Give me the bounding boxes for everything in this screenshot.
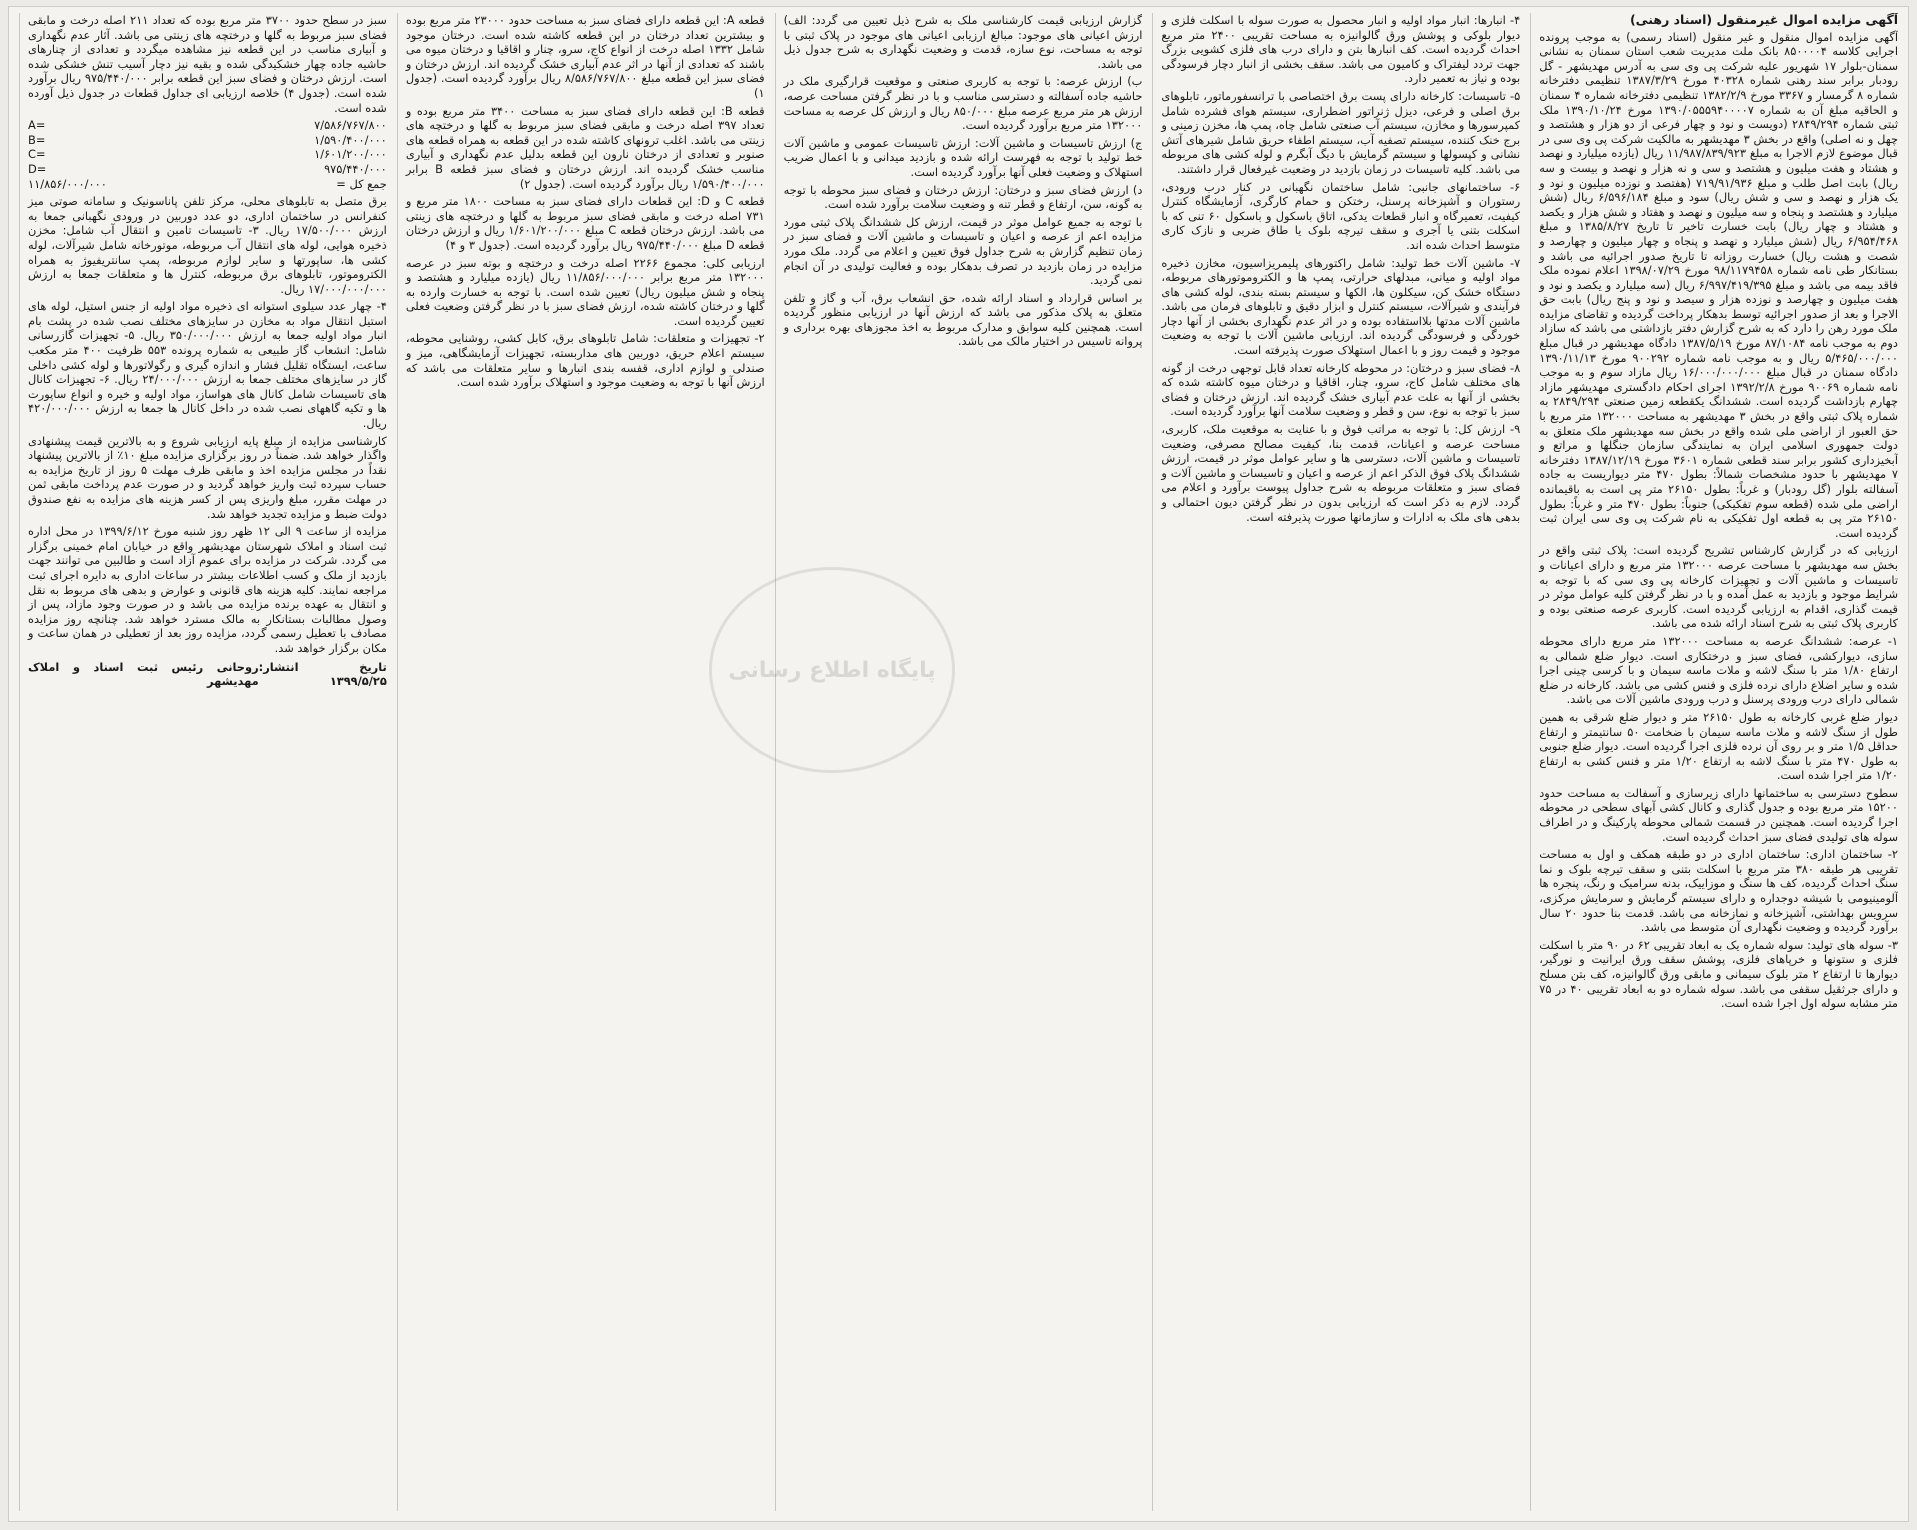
- paragraph: ۵- تاسیسات: کارخانه دارای پست برق اختصاصی با ترانسفورماتور، تابلوهای برق اصلی و فرعی، دیزل ژنراتور اضطراری، سیستم هوای فشرده شامل کمپرسورها و مخازن، سیستم آب صنعتی شامل چاه، پمپ ها، مخزن زمینی و برج خنک کننده، سیستم تصفیه آب، سیستم اطفاء حریق شامل شیرهای آتش نشانی و کپسولها و سیستم گرمایش با دیگ آبگرم و لوله کشی های مربوطه می باشد. کلیه تاسیسات در زمان بازدید در وضعیت غیرفعال قرار داشتند.: [1161, 88, 1521, 176]
- summary-total-label: جمع کل =: [336, 176, 387, 191]
- summary-total-value: ۱۱/۸۵۶/۰۰۰/۰۰۰: [28, 176, 107, 191]
- paragraph: سبز در سطح حدود ۳۷۰۰ متر مربع بوده که تعداد ۲۱۱ اصله درخت و مابقی فضای سبز مربوط به گلها و درختچه های زینتی می باشد. آثار عدم نگهداری و آبیاری مناسب در این قطعه نیز مشاهده میگردد و تعدادی از چنارهای حاشیه جاده چهار خشکیدگی شده و بقیه نیز دچار آسیب تنش خشکی شده است. ارزش درختان و فضای سبز این قطعه برابر ۹۷۵/۴۴۰/۰۰۰ ریال برآورد شده است. (جدول ۴) خلاصه ارزیابی ای جداول قطعات در جدول ذیل آورده شده است.: [28, 13, 387, 115]
- ad-heading: آگهی مزایده اموال غیرمنقول (اسناد رهنی): [1629, 13, 1898, 27]
- paragraph: بر اساس قرارداد و اسناد ارائه شده، حق انشعاب برق، آب و گاز و تلفن متعلق به پلاک مذکور می باشد که ارزش آنها در ارزیابی منظور گردیده است. همچنین کلیه سوابق و مدارک مربوط به اخذ مجوزهای بهره برداری و پروانه تاسیس در اختیار مالک می باشد.: [783, 290, 1143, 349]
- summary-label: =B: [28, 132, 46, 147]
- paragraph: ۲- ساختمان اداری: ساختمان اداری در دو طبقه همکف و اول به مساحت تقریبی هر طبقه ۳۸۰ متر مربع با اسکلت بتنی و سقف تیرچه بلوک و نما سنگ احداث گردیده، کف ها سنگ و موزاییک، بدنه سرامیک و رنگ، پنجره ها آلومینیومی با شیشه دوجداره و دارای سیستم گرمایش و سرمایش مرکزی، سرویس بهداشتی، آشپزخانه و نمازخانه می باشد. قدمت بنا حدود ۲۰ سال برآورد گردیده و وضعیت نگهداری آن متوسط می باشد.: [1539, 847, 1898, 935]
- summary-value: ۱/۵۹۰/۴۰۰/۰۰۰: [314, 132, 387, 147]
- paragraph: ۶- ساختمانهای جانبی: شامل ساختمان نگهبانی در کنار درب ورودی، رستوران و آشپزخانه پرسنل، رختکن و حمام کارگری، آزمایشگاه کنترل کیفیت، تعمیرگاه و انبار قطعات یدکی، اتاق باسکول و باسکول ۶۰ تنی که با اسکلت بتنی یا آجری و سقف تیرچه بلوک یا طاق ضربی و نازک کاری متوسط احداث شده اند.: [1161, 179, 1521, 252]
- paragraph: ۹- ارزش کل: با توجه به مراتب فوق و با عنایت به موقعیت ملک، کاربری، مساحت عرصه و اعیانات، قدمت بنا، کیفیت مصالح مصرفی، وضعیت تاسیسات و ماشین آلات، دسترسی ها و سایر عوامل موثر در قیمت، ارزش ششدانگ پلاک فوق الذکر اعم از عرصه و اعیان و تاسیسات و ماشین آلات و فضای سبز و متعلقات مربوطه به شرح جداول پیوست برآورد و اعلام می گردد. لازم به ذکر است که ارزیابی بدون در نظر گرفتن دیون احتمالی و بدهی های ملک به ادارات و سازمانها صورت پذیرفته است.: [1161, 422, 1521, 524]
- summary-value: ۱/۶۰۱/۲۰۰/۰۰۰: [314, 147, 387, 162]
- summary-row: [28, 118, 387, 133]
- summary-value: ۹۷۵/۴۴۰/۰۰۰: [324, 161, 387, 176]
- column-5: [19, 13, 387, 1511]
- paragraph: ۳- سوله های تولید: سوله شماره یک به ابعاد تقریبی ۶۲ در ۹۰ متر با اسکلت فلزی و ستونها و خرپاهای فلزی، پوشش سقف ورق ایرانیت و نورگیر، دیوارها تا ارتفاع ۲ متر بلوک سیمانی و مابقی ورق گالوانیزه، کف بتن مسلح و دارای جرثقیل سقفی می باشد. سوله شماره دو به ابعاد تقریبی ۴۰ در ۷۵ متر مشابه سوله اول اجرا شده است.: [1539, 937, 1898, 1011]
- column-4: [397, 13, 765, 1511]
- paragraph: ۴- چهار عدد سیلوی استوانه ای ذخیره مواد اولیه از جنس استیل، لوله های استیل انتقال مواد به مخازن در سایزهای مختلف نصب شده در پشت بام انبار مواد اولیه جمعا به ارزش ۳۵۰/۰۰۰/۰۰۰ ریال. ۵- تجهیزات گازرسانی شامل: انشعاب گاز طبیعی به شماره پرونده ۵۵۳ ظرفیت ۴۰۰ متر مکعب ساعت، ایستگاه تقلیل فشار و اندازه گیری و رگولاتورها و لوله کشی داخلی گاز در سایزهای مختلف جمعا به ارزش ۲۴/۰۰۰/۰۰۰ ریال. ۶- تجهیزات کانال های تاسیسات شامل کانال های هواساز، مواد اولیه و خیره و انواع ساپورت ها و تکیه گاههای نصب شده در داخل کانال ها جمعا به ارزش ۴۲۰/۰۰۰/۰۰۰ ریال.: [28, 299, 387, 431]
- publish-date: تاریخ انتشار: ۱۳۹۹/۵/۲۵: [258, 659, 387, 689]
- paragraph: کارشناسی مزایده از مبلغ پایه ارزیابی شروع و به بالاترین قیمت پیشنهادی واگذار خواهد شد. ضمناً در روز برگزاری مزایده مبلغ ۱۰٪ از بالاترین پیشنهاد نقداً در مجلس مزایده اخذ و مابقی ظرف مهلت ۵ روز از تاریخ مزایده به حساب سپرده ثبت واریز خواهد گردید و در صورت عدم پرداخت مابقی ثمن در مهلت مقرر، مبلغ واریزی پس از کسر هزینه های مزایده به نفع صندوق دولت ضبط و مزایده تجدید خواهد شد.: [28, 433, 387, 521]
- paragraph: ۴- انبارها: انبار مواد اولیه و انبار محصول به صورت سوله با اسکلت فلزی و دیوار بلوکی و پوشش ورق گالوانیزه به مساحت تقریبی ۲۴۰۰ متر مربع احداث گردیده است. کف انبارها بتن و دارای درب های فلزی کشویی بزرگ جهت تردد لیفتراک و کامیون می باشد. سقف بخشی از انبار دچار فرسودگی بوده و نیاز به تعمیر دارد.: [1161, 13, 1521, 86]
- paragraph: ۸- فضای سبز و درختان: در محوطه کارخانه تعداد قابل توجهی درخت از گونه های مختلف شامل کاج، سرو، چنار، اقاقیا و درختان میوه کاشته شده که بخشی از آنها به علت عدم آبیاری خشک گردیده اند. ارزش درختان و فضای سبز با توجه به نوع، سن و قطر و وضعیت سلامت آنها برآورد گردیده است.: [1161, 360, 1521, 419]
- summary-row: [28, 162, 387, 177]
- summary-total-row: [28, 177, 387, 192]
- paragraph: مزایده از ساعت ۹ الی ۱۲ ظهر روز شنبه مورخ ۱۳۹۹/۶/۱۲ در محل اداره ثبت اسناد و املاک شهرستان مهدیشهر واقع در خیابان امام خمینی برگزار می گردد. شرکت در مزایده برای عموم آزاد است و طالبین می توانند جهت بازدید از ملک و کسب اطلاعات بیشتر در ساعات اداری به دایره اجرای ثبت مراجعه نمایند. کلیه هزینه های قانونی و عوارض و بدهی های مربوط به نقل و انتقال به عهده برنده مزایده می باشد و در صورت وجود مازاد، پس از وصول مطالبات بستانکار به مالک مسترد خواهد شد. چنانچه روز مزایده مصادف با تعطیل رسمی گردد، مزایده روز بعد از تعطیلی در همان ساعت و مکان برگزار خواهد شد.: [28, 524, 387, 655]
- paragraph: گزارش ارزیابی قیمت کارشناسی ملک به شرح ذیل تعیین می گردد: الف) ارزش اعیانی های موجود: مبالغ ارزیابی اعیانی های موجود در پلاک ثبتی با توجه به مساحت، نوع سازه، قدمت و وضعیت نگهداری به شرح جدول ذیل می باشد.: [783, 13, 1143, 71]
- signature: روحانی رئیس ثبت اسناد و املاک مهدیشهر: [28, 659, 259, 689]
- paragraph: ارزیابی که در گزارش کارشناس تشریح گردیده است: پلاک ثبتی واقع در بخش سه مهدیشهر با مساحت عرصه ۱۳۲۰۰۰ متر مربع و دارای اعیانات و تاسیسات و ماشین آلات و تجهیزات کارخانه پی وی سی که با توجه به شرایط موجود و بازدید به عمل آمده و با در نظر گرفتن کلیه عوامل موثر در قیمت گذاری، اقدام به ارزیابی گردیده است. کاربری عرصه صنعتی بوده و کاربری پلاک ثبتی به شرح اسناد ارائه شده می باشد.: [1539, 543, 1898, 631]
- summary-row: [28, 147, 387, 162]
- paragraph: ۲- تجهیزات و متعلقات: شامل تابلوهای برق، کابل کشی، روشنایی محوطه، سیستم اعلام حریق، دوربین های مداربسته، تجهیزات آزمایشگاهی، میز و صندلی و لوازم اداری، قفسه بندی انبارها و سایر متعلقات می باشد که ارزش آنها با توجه به وضعیت موجود و استهلاک برآورد شده است.: [405, 331, 765, 390]
- summary-value: ۷/۵۸۶/۷۶۷/۸۰۰: [314, 118, 387, 133]
- paragraph: سطوح دسترسی به ساختمانها دارای زیرسازی و آسفالت به مساحت حدود ۱۵۲۰۰ متر مربع بوده و جدول گذاری و کانال کشی آبهای سطحی در محوطه اجرا گردیده است. همچنین در قسمت شمالی محوطه پارکینگ و در اطراف سوله های تولیدی فضای سبز احداث گردیده است.: [1539, 785, 1898, 844]
- paragraph: ۱- عرصه: ششدانگ عرصه به مساحت ۱۳۲۰۰۰ متر مربع دارای محوطه سازی، دیوارکشی، فضای سبز و درختکاری است. دیوار ضلع شمالی به ارتفاع ۱/۸۰ متر با سنگ لاشه و ملات ماسه سیمان و با کرسی چینی اجرا شده و سایر اضلاع دارای نرده فلزی و فنس کشی می باشد. کارخانه در ضلع شمالی دارای درب ورودی پرسنل و درب ورودی ماشین آلات می باشد.: [1539, 633, 1898, 707]
- paragraph: قطعه C و D: این قطعات دارای فضای سبز به مساحت ۱۸۰۰ متر مربع و ۷۳۱ اصله درخت و مابقی فضای سبز مربوط به گلها و درختچه های زینتی می باشد. ارزش درختان قطعه C مبلغ ۱/۶۰۱/۲۰۰/۰۰۰ ریال و ارزش درختان قطعه D مبلغ ۹۷۵/۴۴۰/۰۰۰ ریال برآورد گردیده است. (جدول ۳ و ۴): [405, 194, 765, 252]
- column-2: [1152, 13, 1520, 1511]
- summary-label: =D: [28, 161, 47, 176]
- paragraph: قطعه B: این قطعه دارای فضای سبز به مساحت ۳۴۰۰ متر مربع بوده و تعداد ۳۹۷ اصله درخت و مابقی فضای سبز مربوط به گلها و درختچه های زینتی می باشد. اغلب ترونهای کاشته شده در این قطعه به همراه قطعه های صنوبر و تعدادی از درختان نارون این قطعه بدلیل عدم نگهداری و آبیاری مناسب خشک گردیده اند. ارزش درختان و فضای سبز قطعه B برابر ۱/۵۹۰/۴۰۰/۰۰۰ ریال برآورد گردیده است. (جدول ۲): [405, 103, 765, 191]
- summary-table: [28, 118, 387, 191]
- column-1: [1530, 13, 1898, 1511]
- column-3: [775, 13, 1143, 1511]
- paragraph: برق متصل به تابلوهای محلی، مرکز تلفن پاناسونیک و سامانه صوتی میز کنفرانس در ساختمان اداری، دو عدد دوربین در ورودی نگهبانی جمعا به ارزش ۱۷/۵۰۰/۰۰۰ ریال. ۳- تاسیسات تامین و انتقال آب شامل: مخزن ذخیره هوایی، لوله های انتقال آب مربوطه، موتورخانه شامل شیرآلات، لوله کشی ها، ساپورتها و سایر لوازم مربوطه، پمپ سانتریفیوژ به همراه الکتروموتور، تابلوهای برق مربوطه، کنترل ها و متعلقات جمعا به ارزش ۱۷/۰۰۰/۰۰۰/۰۰۰ ریال.: [28, 194, 387, 296]
- paragraph: ۷- ماشین آلات خط تولید: شامل راکتورهای پلیمریزاسیون، مخازن ذخیره مواد اولیه و میانی، مبدلهای حرارتی، پمپ ها و الکتروموتورهای مربوطه، دستگاه خشک کن، سیکلون ها، الکها و سیستم بسته بندی، لوله کشی های فرآیندی و شیرآلات، سیستم کنترل و ابزار دقیق و تابلوهای فرمان می باشد. ماشین آلات مدتها بلااستفاده بوده و در اثر عدم نگهداری بخشی از آنها دچار خوردگی و فرسودگی گردیده اند. ارزیابی ماشین آلات با توجه به وضعیت موجود و قیمت روز و با اعمال استهلاک صورت پذیرفته است.: [1161, 255, 1521, 358]
- paragraph: ب) ارزش عرصه: با توجه به کاربری صنعتی و موقعیت قرارگیری ملک در حاشیه جاده آسفالته و دسترسی مناسب و با در نظر گرفتن مساحت عرصه، ارزش هر متر مربع عرصه مبلغ ۸۵۰/۰۰۰ ریال و ارزش کل عرصه به مساحت ۱۳۲۰۰۰ متر مربع برآورد گردیده است.: [783, 74, 1143, 133]
- paragraph: آگهی مزایده اموال منقول و غیر منقول (اسناد رسمی) به موجب پرونده اجرایی کلاسه ۸۵۰۰۰۰۴ بانک ملت مدیریت شعب استان سمنان به نشانی سمنان-بلوار ۱۷ شهریور علیه شرکت پی وی سی به آدرس مهدیشهر - گل رودبار برابر سند رهنی شماره ۴۰۳۲۸ مورخ ۱۳۸۷/۳/۲۹ تنظیمی دفترخانه شماره ۸ گرمسار و ۳۳۶۷ مورخ ۱۳۸۲/۲/۹ تنظیمی دفترخانه شماره ۴ سمنان و الحاقیه مبلغ آن به شماره ۱۳۹۰/۰۵۵۵۹۴۰۰۰۰۷ مورخ ۱۳۹۰/۱۰/۲۴ ملک ثبتی شماره ۲۸۴۹/۲۹۴ (دویست و نود و چهار فرعی از دو هزار و هشتصد و چهل و نه اصلی) واقع در بخش ۳ مهدیشهر به مالکیت شرکت پی وی سی در قبال موضوع لازم الاجرا به مبلغ ۱۱/۹۸۷/۸۳۹/۹۲۳ ریال (یازده میلیارد و نهصد و هشتاد و هفت میلیون و هشتصد و سی و نه هزار و نهصد و بیست و سه ریال) بابت اصل طلب و مبلغ ۷۱۹/۹۱/۹۳۶ (هفتصد و نوزده میلیون و نود و یک هزار و نهصد و سی و شش ریال) سود و مبلغ ۶/۵۹۶/۱۸۴ ریال (شش میلیارد و هشتصد و پنجاه و سه میلیون و نهصد و هفتاد و شش هزار و یکصد و هشتاد و چهار ریال) بابت خسارت تاخیر تا تاریخ ۱۳۸۵/۸/۲۷ و مبلغ ۶/۹۵۴/۴۶۸ ریال (شش میلیارد و نهصد و پنجاه و چهار میلیون و چهارصد و شصت و هشت ریال) خسارت روزانه تا تاریخ صدور اجرائیه می باشد و بستانکار طی نامه شماره ۹۸/۱۱۷۹۴۵۸ مورخ ۱۳۹۸/۰۷/۲۹ اعلام نموده ملک فاقد بیمه می باشد و مبلغ ۶/۹۹۷/۴۱۹/۳۹۵ ریال (سه میلیارد و یکصد و نود و هفت میلیون و چهارصد و نوزده هزار و سیصد و نود و پنج ریال) بابت حق الاجرا و بعد از صدور اجرائیه توسط بدهکار پرداخت گردیده و تقاضای مزایده ملک مورد رهن را دارد که به شرح گزارش دفتر بازداشتی می باشد که سازاد دوم به موجب نامه ۸۷/۱۰۸۴ مورخ ۱۳۸۷/۵/۱۹ دادگاه مهدیشهر در قبال مبلغ ۵/۴۶۵/۰۰۰/۰۰۰ ریال و به موجب نامه شماره ۹۰۰۲۹۲ مورخ ۱۳۹۰/۱۱/۱۳ دادگاه سمنان در قبال مبلغ ۱۶/۰۰۰/۰۰۰/۰۰۰ ریال مازاد سوم و به موجب نامه شماره ۹۰۰۶۹ مورخ ۱۳۹۲/۲/۸ اجرای احکام دادگستری مهدیشهر مازاد چهارم بازداشت گردیده است. ششدانگ یکقطعه زمین صنعتی ۲۸۴۹/۲۹۴ به شماره پلاک ثبتی واقع در بخش ۳ مهدیشهر به مساحت ۱۳۲۰۰۰ متر مربع با حق العبور از اراضی ملی شده واقع در بخش سه مهدیشهر ملک متعلق به دولت جمهوری اسلامی ایران به نمایندگی سازمان جنگلها و مراتع و آبخیزداری کشور برابر سند قطعی شماره ۳۶۰۱ مورخ ۱۳۸۷/۱۲/۱۹ دفترخانه ۷ مهدیشهر با حدود مشخصات شمالاً: بطول ۴۷۰ متر دیواریست به جاده آسفالته بلوار (گل رودبار) و غرباً: بطول ۲۶۱۵۰ متر پی است به باقیمانده اراضی ملی شده (قطعه سوم تفکیکی) جنوباً: بطول ۴۷۰ متر و غرباً: بطول ۲۶۱۵۰ متر پی به قطعه اول تفکیکی به نام شرکت پی وی سی ایران ثبت گردیده است.: [1539, 29, 1898, 540]
- paragraph: د) ارزش فضای سبز و درختان: ارزش درختان و فضای سبز محوطه با توجه به گونه، سن، ارتفاع و قطر تنه و وضعیت سلامت برآورد شده است.: [783, 182, 1143, 212]
- ad-footer: [28, 660, 387, 689]
- summary-row: [28, 133, 387, 148]
- newspaper-page: [8, 6, 1909, 1522]
- paragraph: ج) ارزش تاسیسات و ماشین آلات: ارزش تاسیسات عمومی و ماشین آلات خط تولید با توجه به فهرست ارائه شده و بازدید میدانی و با اعمال ضریب استهلاک و وضعیت فعلی آنها برآورد گردیده است.: [783, 135, 1143, 179]
- paragraph: ارزیابی کلی: مجموع ۲۲۶۶ اصله درخت و درختچه و بوته سبز در عرصه ۱۳۲۰۰۰ متر مربع برابر ۱۱/۸۵۶/۰۰۰/۰۰۰ ریال (یازده میلیارد و هشتصد و پنجاه و شش میلیون ریال) تعیین شده است. با توجه به خسارت وارده به گلها و درختان کاشته شده، ارزش فضای سبز با در نظر گرفتن وضعیت فعلی تعیین گردیده است.: [405, 255, 765, 328]
- summary-label: =A: [28, 118, 46, 133]
- paragraph: دیوار ضلع غربی کارخانه به طول ۲۶۱۵۰ متر و دیوار ضلع شرقی به همین طول از سنگ لاشه و ملات ماسه سیمان با ضخامت ۵۰ سانتیمتر و ارتفاع حداقل ۱/۵ متر و بر روی آن نرده فلزی اجرا گردیده است. دیوار ضلع جنوبی به طول ۴۷۰ متر با سنگ لاشه به ارتفاع ۱/۲۰ متر و فنس کشی به ارتفاع ۱/۲۰ متر اجرا شده است.: [1539, 709, 1898, 783]
- paragraph: قطعه A: این قطعه دارای فضای سبز به مساحت حدود ۲۳۰۰۰ متر مربع بوده و بیشترین تعداد درختان در این قطعه کاشته شده است. درختان موجود شامل ۱۳۳۲ اصله درخت از انواع کاج، سرو، چنار و اقاقیا و درختان میوه می باشند که تعدادی از آنها در اثر عدم آبیاری خشک گردیده اند. ارزش درختان و فضای سبز این قطعه مبلغ ۸/۵۸۶/۷۶۷/۸۰۰ ریال برآورد گردیده است. (جدول ۱): [405, 13, 765, 100]
- paragraph: با توجه به جمیع عوامل موثر در قیمت، ارزش کل ششدانگ پلاک ثبتی مورد مزایده اعم از عرصه و اعیان و تاسیسات و ماشین آلات و فضای سبز در زمان تنظیم گزارش به شرح جداول فوق تعیین و اعلام می گردد. ملک مورد مزایده در زمان بازدید در تصرف بدهکار بوده و فعالیت تولیدی در آن انجام نمی گردید.: [783, 214, 1143, 288]
- watermark-stamp: پایگاه اطلاع رسانی: [709, 567, 955, 773]
- summary-label: =C: [28, 147, 46, 162]
